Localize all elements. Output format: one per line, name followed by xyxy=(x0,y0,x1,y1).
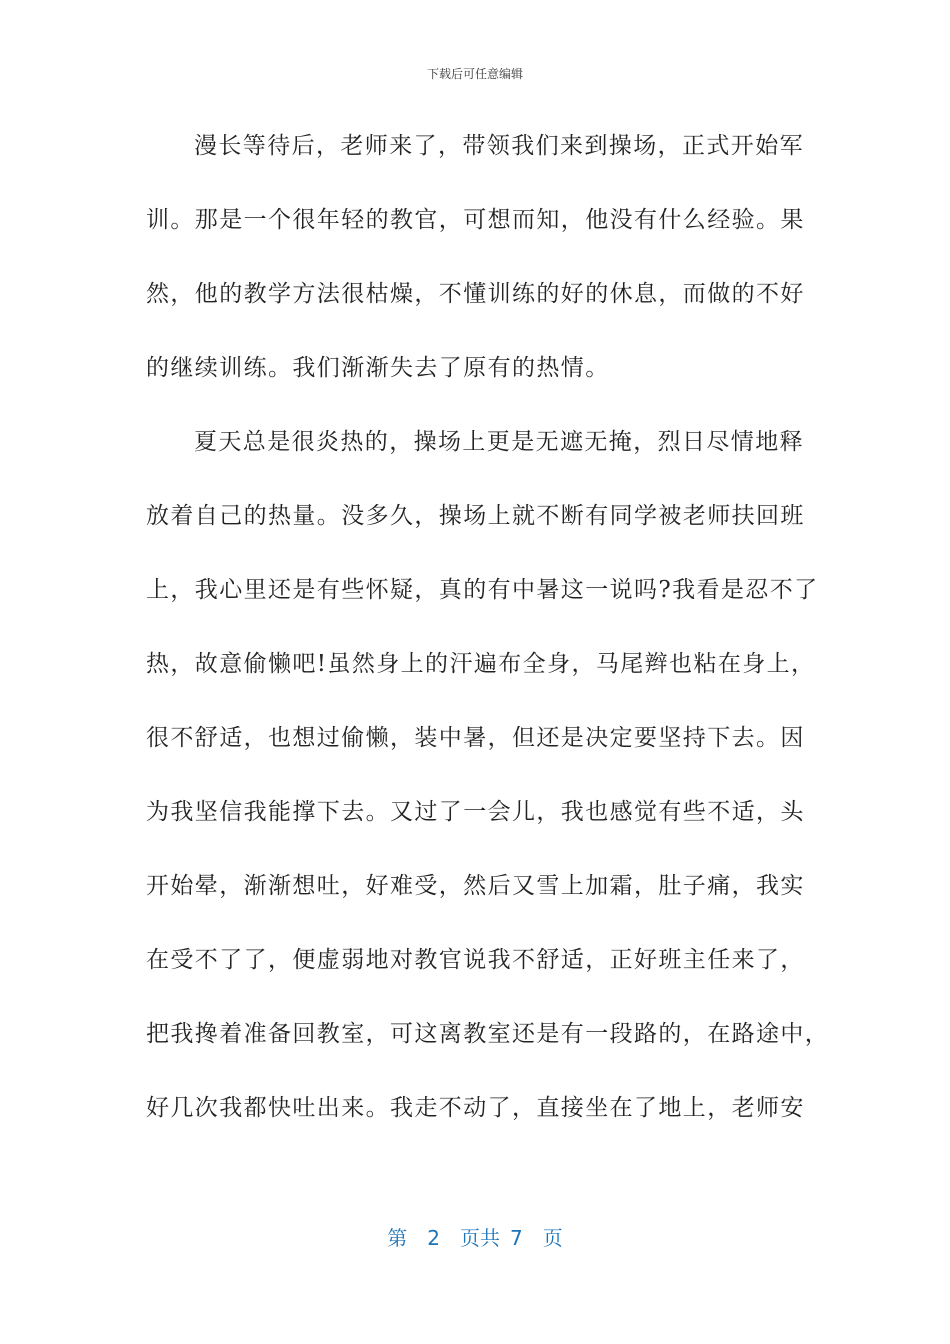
text-line: 开始晕，渐渐想吐，好难受，然后又雪上加霜，肚子痛，我实 xyxy=(146,873,805,899)
document-body xyxy=(146,126,830,1162)
footer-ye-gong: 页共 xyxy=(460,1226,500,1250)
text-line: 训。那是一个很年轻的教官，可想而知，他没有什么经验。果 xyxy=(146,207,805,233)
text-line: 放着自己的热量。没多久，操场上就不断有同学被老师扶回班 xyxy=(146,503,805,529)
page-footer xyxy=(0,1224,950,1252)
text-line: 很不舒适，也想过偷懒，装中暑，但还是决定要坚持下去。因 xyxy=(146,725,805,751)
text-line: 上，我心里还是有些怀疑，真的有中暑这一说吗?我看是忍不了 xyxy=(146,577,819,603)
text-line: 好几次我都快吐出来。我走不动了，直接坐在了地上，老师安 xyxy=(146,1095,805,1121)
page-header: 下载后可任意编辑 xyxy=(426,67,523,81)
text-line: 漫长等待后，老师来了，带领我们来到操场，正式开始军 xyxy=(194,133,804,159)
footer-ye: 页 xyxy=(542,1226,563,1250)
text-line: 热，故意偷懒吧!虽然身上的汗遍布全身，马尾辫也粘在身上， xyxy=(146,651,816,677)
text-line: 为我坚信我能撑下去。又过了一会儿，我也感觉有些不适，头 xyxy=(146,799,805,825)
text-line: 在受不了了，便虚弱地对教官说我不舒适，正好班主任来了， xyxy=(146,947,805,973)
footer-di: 第 xyxy=(387,1226,408,1250)
footer-current-page: 2 xyxy=(427,1226,440,1250)
text-line: 然，他的教学方法很枯燥，不懂训练的好的休息，而做的不好 xyxy=(146,281,805,307)
text-line: 夏天总是很炎热的，操场上更是无遮无掩，烈日尽情地释 xyxy=(194,429,804,455)
footer-total-pages: 7 xyxy=(510,1226,523,1250)
text-line: 的继续训练。我们渐渐失去了原有的热情。 xyxy=(146,355,610,381)
text-line: 把我搀着准备回教室，可这离教室还是有一段路的，在路途中， xyxy=(146,1021,830,1047)
